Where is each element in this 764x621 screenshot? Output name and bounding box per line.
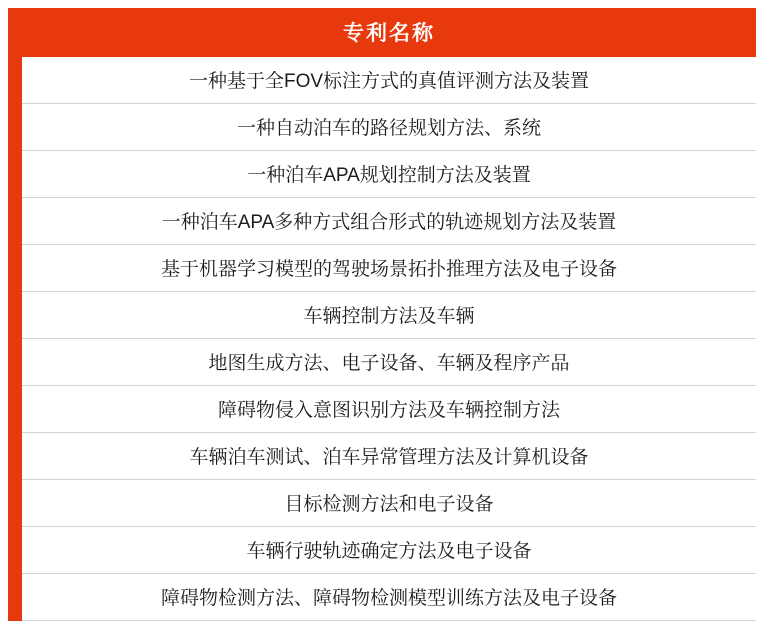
table-row xyxy=(8,574,756,621)
accent-bar xyxy=(8,57,22,104)
accent-bar xyxy=(8,198,22,245)
patent-name-cell: 车辆泊车测试、泊车异常管理方法及计算机设备 xyxy=(22,433,756,480)
accent-bar xyxy=(8,8,22,57)
patent-name-cell: 基于机器学习模型的驾驶场景拓扑推理方法及电子设备 xyxy=(22,245,756,292)
patent-name-cell: 地图生成方法、电子设备、车辆及程序产品 xyxy=(22,339,756,386)
patent-name-cell: 障碍物侵入意图识别方法及车辆控制方法 xyxy=(22,386,756,433)
table-row xyxy=(8,151,756,198)
table-row xyxy=(8,245,756,292)
accent-bar xyxy=(8,574,22,621)
accent-bar xyxy=(8,527,22,574)
table-row xyxy=(8,480,756,527)
table-row xyxy=(8,339,756,386)
patent-table-body xyxy=(8,8,756,621)
table-row xyxy=(8,292,756,339)
patent-name-cell: 一种泊车APA规划控制方法及装置 xyxy=(22,151,756,198)
table-row xyxy=(8,433,756,480)
patent-name-cell: 障碍物检测方法、障碍物检测模型训练方法及电子设备 xyxy=(22,574,756,621)
accent-bar xyxy=(8,292,22,339)
patent-table xyxy=(8,8,756,621)
table-header-row xyxy=(8,8,756,57)
accent-bar xyxy=(8,339,22,386)
table-row xyxy=(8,104,756,151)
table-row xyxy=(8,527,756,574)
patent-name-cell: 车辆行驶轨迹确定方法及电子设备 xyxy=(22,527,756,574)
accent-bar xyxy=(8,151,22,198)
accent-bar xyxy=(8,245,22,292)
column-header-patent-name: 专利名称 xyxy=(22,8,756,57)
patent-name-cell: 一种自动泊车的路径规划方法、系统 xyxy=(22,104,756,151)
table-row xyxy=(8,198,756,245)
accent-bar xyxy=(8,386,22,433)
accent-bar xyxy=(8,104,22,151)
accent-bar xyxy=(8,433,22,480)
table-row xyxy=(8,386,756,433)
patent-name-cell: 目标检测方法和电子设备 xyxy=(22,480,756,527)
patent-name-cell: 一种基于全FOV标注方式的真值评测方法及装置 xyxy=(22,57,756,104)
patent-name-cell: 车辆控制方法及车辆 xyxy=(22,292,756,339)
accent-bar xyxy=(8,480,22,527)
table-row xyxy=(8,57,756,104)
patent-name-cell: 一种泊车APA多种方式组合形式的轨迹规划方法及装置 xyxy=(22,198,756,245)
